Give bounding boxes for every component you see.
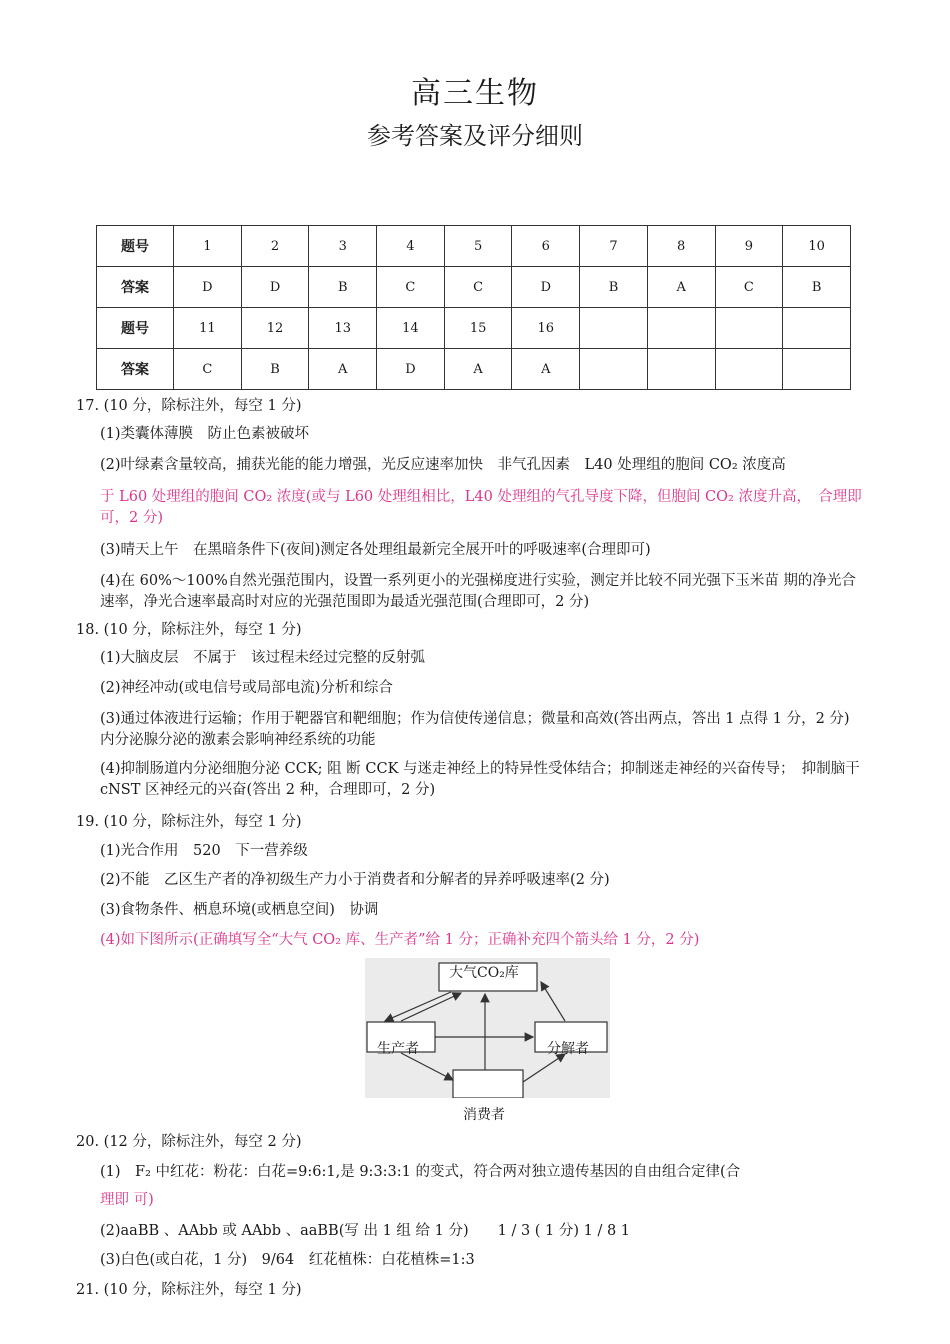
table-row <box>97 349 851 390</box>
q17-part1: (1)类囊体薄膜 防止色素被破坏 <box>100 426 310 442</box>
table-cell <box>580 349 648 390</box>
q19-part4: (4)如下图所示(正确填写全“大气 CO₂ 库、生产者”给 1 分；正确补充四个箭头给 1 分，2 分) <box>100 932 700 948</box>
table-cell: 11 <box>174 308 242 349</box>
table-cell: 7 <box>580 226 648 267</box>
table-cell: 2 <box>241 226 309 267</box>
row-header: 答案 <box>97 267 174 308</box>
table-cell <box>783 308 851 349</box>
q18-part1: (1)大脑皮层 不属于 该过程未经过完整的反射弧 <box>100 650 426 666</box>
decomposer-label: 分解者 <box>547 1041 589 1057</box>
table-cell: B <box>309 267 377 308</box>
table-cell: 13 <box>309 308 377 349</box>
row-header: 题号 <box>97 226 174 267</box>
q18-part4: (4)抑制肠道内分泌细胞分泌 CCK; 阻 断 CCK 与迷走神经上的特异性受体结合；抑制迷走神经的兴奋传导； 抑制脑干 cNST 区神经元的兴奋(答出 2 种，合理即可，2 分) <box>100 761 860 798</box>
q18-heading: 18. (10 分，除标注外，每空 1 分) <box>76 622 302 638</box>
q19-part2: (2)不能 乙区生产者的净初级生产力小于消费者和分解者的异养呼吸速率(2 分) <box>100 872 610 888</box>
table-cell: 3 <box>309 226 377 267</box>
table-cell: D <box>512 267 580 308</box>
table-cell: C <box>715 267 783 308</box>
table-row <box>97 308 851 349</box>
table-cell <box>783 349 851 390</box>
row-header: 答案 <box>97 349 174 390</box>
table-cell: 14 <box>377 308 445 349</box>
page-subtitle: 参考答案及评分细则 <box>367 122 583 150</box>
table-cell <box>715 349 783 390</box>
arrow-atm-to-producer <box>385 992 451 1021</box>
q20-part1-continued: 理即 可) <box>100 1192 154 1208</box>
table-cell: 5 <box>444 226 512 267</box>
atmosphere-co2-label: 大气CO₂库 <box>449 965 519 981</box>
table-cell <box>647 308 715 349</box>
producer-label: 生产者 <box>377 1041 419 1057</box>
q18-part2: (2)神经冲动(或电信号或局部电流)分析和综合 <box>100 680 393 696</box>
table-cell: D <box>377 349 445 390</box>
page-title: 高三生物 <box>411 76 539 111</box>
q19-heading: 19. (10 分，除标注外，每空 1 分) <box>76 814 302 830</box>
consumer-box <box>453 1070 523 1098</box>
table-cell: 9 <box>715 226 783 267</box>
table-cell: A <box>309 349 377 390</box>
q18-part3: (3)通过体液进行运输；作用于靶器官和靶细胞；作为信使传递信息；微量和高效(答出两点，答出 1 点得 1 分，2 分) 内分泌腺分泌的激素会影响神经系统的功能 <box>100 711 865 748</box>
answer-table <box>96 225 851 390</box>
table-cell <box>715 308 783 349</box>
table-cell: 4 <box>377 226 445 267</box>
table-cell: A <box>444 349 512 390</box>
table-row <box>97 226 851 267</box>
q17-part4: (4)在 60%～100%自然光强范围内，设置一系列更小的光强梯度进行实验，测定并比较不同光强下玉米苗 期的净光合速率，净光合速率最高时对应的光强范围即为最适光强范围(合理即可，2 分) <box>100 573 856 610</box>
q17-part3: (3)晴天上午 在黑暗条件下(夜间)测定各处理组最新完全展开叶的呼吸速率(合理即可) <box>100 542 651 558</box>
q17-part2: (2)叶绿素含量较高，捕获光能的能力增强，光反应速率加快 非气孔因素 L40 处理组的胞间 CO₂ 浓度高 <box>100 457 786 473</box>
q17-heading: 17. (10 分，除标注外，每空 1 分) <box>76 398 302 414</box>
arrow-consumer-to-decomposer <box>523 1054 565 1082</box>
table-cell: B <box>241 349 309 390</box>
table-cell <box>580 308 648 349</box>
q20-part1: (1) F₂ 中红花：粉花：白花=9:6:1,是 9:3:3:1 的变式，符合两对独立遗传基因的自由组合定律(合 <box>100 1164 741 1180</box>
table-cell: 12 <box>241 308 309 349</box>
table-cell: 15 <box>444 308 512 349</box>
q20-part3: (3)白色(或白花，1 分) 9/64 红花植株：白花植株=1:3 <box>100 1252 475 1268</box>
q21-heading: 21. (10 分，除标注外，每空 1 分) <box>76 1282 302 1298</box>
table-cell: C <box>174 349 242 390</box>
table-cell: C <box>444 267 512 308</box>
table-cell: 10 <box>783 226 851 267</box>
table-cell: B <box>580 267 648 308</box>
arrow-producer-to-atm <box>401 993 461 1021</box>
table-cell: C <box>377 267 445 308</box>
arrow-decomposer-to-atm <box>541 982 565 1021</box>
table-cell: D <box>241 267 309 308</box>
table-cell: 6 <box>512 226 580 267</box>
table-cell: 8 <box>647 226 715 267</box>
table-row <box>97 267 851 308</box>
table-cell: 16 <box>512 308 580 349</box>
table-cell: A <box>512 349 580 390</box>
table-cell: B <box>783 267 851 308</box>
consumer-label: 消费者 <box>463 1107 505 1123</box>
row-header: 题号 <box>97 308 174 349</box>
table-cell: 1 <box>174 226 242 267</box>
table-cell: D <box>174 267 242 308</box>
q17-part2-continued: 于 L60 处理组的胞间 CO₂ 浓度(或与 L60 处理组相比，L40 处理组的气孔导度下降，但胞间 CO₂ 浓度升高， 合理即可，2 分) <box>100 489 862 526</box>
table-cell: A <box>647 267 715 308</box>
carbon-cycle-diagram <box>365 958 610 1098</box>
q20-part2: (2)aaBB 、AAbb 或 AAbb 、aaBB(写 出 1 组 给 1 分) 1 / 3 ( 1 分) 1 / 8 1 <box>100 1223 631 1239</box>
table-cell <box>647 349 715 390</box>
q19-part3: (3)食物条件、栖息环境(或栖息空间) 协调 <box>100 902 379 918</box>
q20-heading: 20. (12 分，除标注外，每空 2 分) <box>76 1134 302 1150</box>
q19-part1: (1)光合作用 520 下一营养级 <box>100 843 308 859</box>
